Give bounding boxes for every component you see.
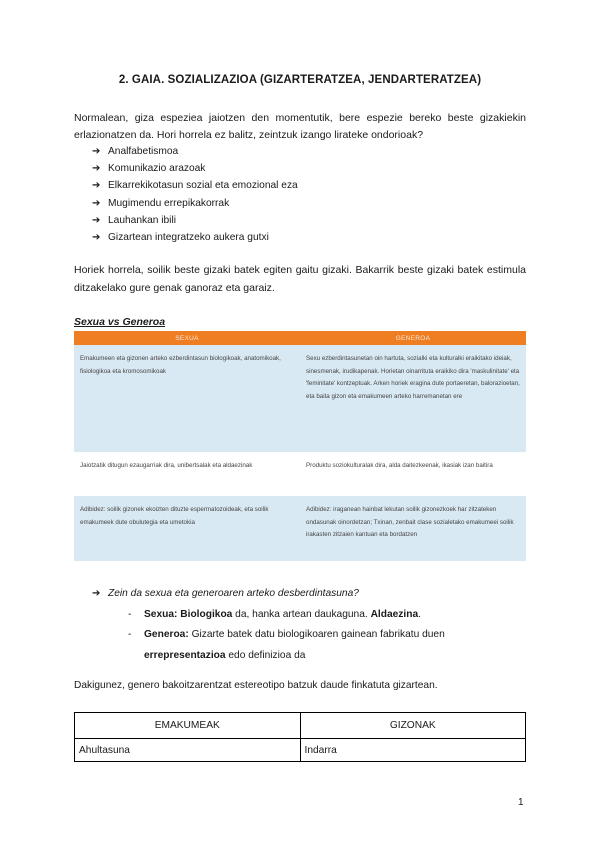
stereotypes-table <box>74 712 526 762</box>
section-title: Sexua vs Generoa <box>74 316 166 328</box>
table-cell: Produktu soziokulturalak dira, alda daitezkeenak, ikasiak izan baitira <box>300 452 526 496</box>
table-cell: Ahultasuna <box>75 739 301 762</box>
arrow-icon: ➔ <box>92 214 101 226</box>
table-cell: Emakumeen eta gizonen arteko ezberdintasun biologikoak, anatomikoak, fisiologikoa eta kromosomikoak <box>74 345 300 452</box>
paragraph-stereotypes: Dakigunez, genero bakoitzarentzat estereotipo batzuk daude finkatuta gizartean. <box>74 680 438 691</box>
intro-paragraph: Normalean, giza espeziea jaiotzen den momentutik, bere espezie bereko beste gizakiekin erlazionatzen da. Hori horrela ez balitz, zeintzuk izango lirateke ondorioak? <box>74 112 526 141</box>
answer-sex: - Sexua: Biologikoa da, hanka artean daukaguna. Aldaezina. <box>128 609 421 620</box>
list-item: ➔ Lauhankan ibili <box>92 212 298 229</box>
list-item: ➔ Mugimendu errepikakorrak <box>92 195 298 212</box>
page-number: 1 <box>518 797 524 808</box>
table-cell: Indarra <box>300 739 526 762</box>
table-cell: Adibidez: soilik gizonek ekoizten dituzte espermatozoideak, eta soilik emakumeek dute obulutegia eta umetokia <box>74 496 300 561</box>
arrow-icon: ➔ <box>92 588 101 599</box>
question-line: ➔ Zein da sexua eta generoaren arteko desberdintasuna? <box>92 588 359 599</box>
paragraph-human-stimulus: Horiek horrela, soilik beste gizaki batek egiten gaitu gizaki. Bakarrik beste gizaki batek estimula ditzakelako gure genak ganoraz eta garaiz. <box>74 264 526 294</box>
column-header-generoa: GENEROA <box>300 331 526 345</box>
dash-bullet: - <box>128 629 132 640</box>
column-header-sexua: SEXUA <box>74 331 300 345</box>
consequences-list <box>92 143 298 246</box>
arrow-icon: ➔ <box>92 231 101 243</box>
table-row <box>74 345 526 452</box>
column-header-gizonak: GIZONAK <box>300 713 526 739</box>
sex-gender-table <box>74 331 526 561</box>
arrow-icon: ➔ <box>92 146 101 157</box>
list-item: ➔ Analfabetismoa <box>92 143 298 160</box>
table-cell: Adibidez: iraganean hainbat lekutan soilik gizonezkoek har zitzateken ondasunak oinordetzan; Txinan, zenbait clase sozialetako emakumeei soilik irakasten zitzaien kantuan eta bordatzen <box>300 496 526 561</box>
table-row <box>75 739 526 762</box>
answer-gender-continued: errepresentazioa edo definizioa da <box>144 650 306 661</box>
table-row <box>74 496 526 561</box>
answer-gender: - Generoa: Gizarte batek datu biologikoaren gainean fabrikatu duen <box>128 629 445 640</box>
list-item: ➔ Gizartean integratzeko aukera gutxi <box>92 229 298 246</box>
list-item: ➔ Komunikazio arazoak <box>92 160 298 177</box>
table-cell: Sexu ezberdintasunetan oin hartuta, sozialki eta kulturalki eraikitako ideiak, sinesmenak, irudikapenak. Horietan oinarrituta eraikiko dira 'maskulinitate' eta 'feminitate' kontzeptuak. Arken horiek eragina dute portaeretan, balorazioetan, eta baita gizon eta emakumeen arteko harremanetan ere <box>300 345 526 452</box>
arrow-icon: ➔ <box>92 197 101 209</box>
arrow-icon: ➔ <box>92 180 101 192</box>
table-row <box>74 452 526 496</box>
table-cell: Jaiotzatik ditugun ezaugarriak dira, unibertsalak eta aldaezinak <box>74 452 300 496</box>
page-title: 2. GAIA. SOZIALIZAZIOA (GIZARTERATZEA, JENDARTERATZEA) <box>118 74 482 86</box>
arrow-icon: ➔ <box>92 163 101 175</box>
column-header-emakumeak: EMAKUMEAK <box>75 713 301 739</box>
dash-bullet: - <box>128 609 132 620</box>
list-item: ➔ Elkarrekikotasun sozial eta emozional eza <box>92 177 298 194</box>
